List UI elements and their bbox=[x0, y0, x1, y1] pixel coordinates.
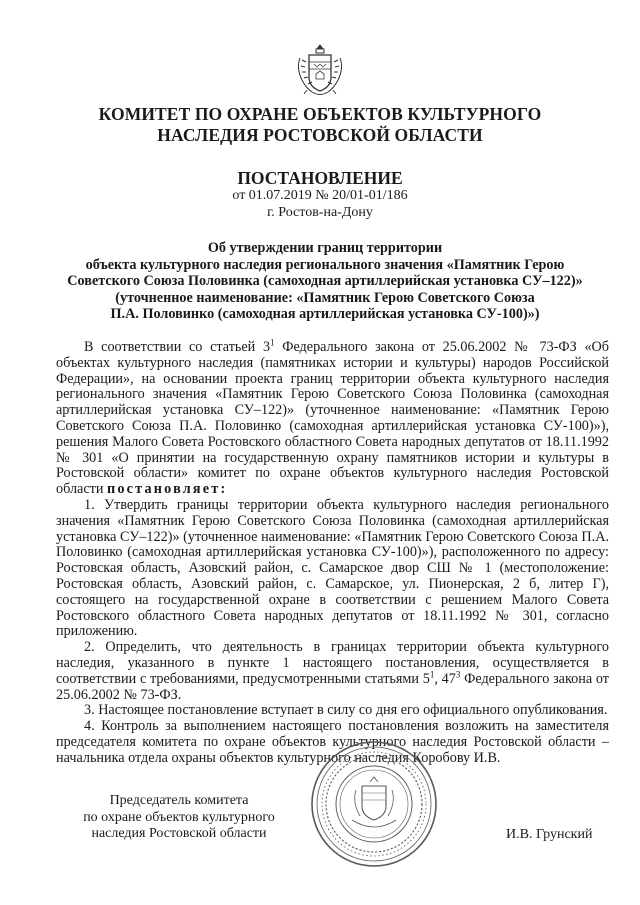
document-subject bbox=[40, 240, 610, 323]
item-2-superscript-2: 3 bbox=[455, 669, 461, 679]
coat-of-arms-icon bbox=[292, 42, 348, 100]
item-2-text-b: , 47 bbox=[434, 670, 456, 687]
item-2-superscript-1: 1 bbox=[429, 669, 435, 679]
signatory-position bbox=[74, 793, 284, 843]
document-body bbox=[56, 337, 610, 767]
decree-word: постановляет: bbox=[106, 481, 228, 498]
item-4-paragraph: 4. Контроль за выполнением настоящего постановления возложить на заместителя председателя комитета по охране объектов культурного наследия Ростовской области – начальника отдела охраны объектов культурного наследия Коробову И.В. bbox=[56, 718, 609, 766]
org-line-1: КОМИТЕТ ПО ОХРАНЕ ОБЪЕКТОВ КУЛЬТУРНОГО bbox=[98, 104, 542, 124]
item-1-paragraph: 1. Утвердить границы территории объекта культурного наследия регионального значения «Памятник Герою Советского Союза Половинка (самоходная артиллерийская установка СУ–122)» (уточненное наименование: «Памятник Герою Советского Союза П.А. Половинко (самоходная артиллерийская установка СУ-100)»), расположенного по адресу: Ростовская область, Азовский район, с. Самарское двор СШ № 1 (местоположение: Ростовская область, Азовский район, с. Самарское, ул. Пионерская, 2 б, литер Г), состоящего на государственной охране в соответствии с решением Малого Совета Ростовского областного Совета народных депутатов от 18.11.1992 № 301, согласно приложению. bbox=[56, 496, 609, 640]
document-type: ПОСТАНОВЛЕНИЕ bbox=[237, 168, 403, 188]
subject-line-5: П.А. Половинко (самоходная артиллерийская установка СУ-100)») bbox=[110, 306, 540, 323]
item-2-paragraph bbox=[56, 640, 609, 703]
preamble-text-a: В соответствии со статьей 3 bbox=[84, 339, 271, 355]
organization-name bbox=[0, 104, 640, 146]
org-line-2: НАСЛЕДИЯ РОСТОВСКОЙ ОБЛАСТИ bbox=[157, 125, 483, 145]
item-3-paragraph: 3. Настоящее постановление вступает в силу со дня его официального опубликования. bbox=[84, 702, 608, 719]
subject-line-2: объекта культурного наследия регионального значения «Памятник Герою bbox=[85, 256, 565, 273]
document-city: г. Ростов-на-Дону bbox=[267, 205, 373, 220]
position-line-2: по охране объектов культурного bbox=[83, 809, 275, 825]
preamble-superscript: 1 bbox=[270, 337, 275, 348]
item-2-text-c: Федерального закона от 25.06.2002 № 73-ФЗ. bbox=[56, 670, 610, 703]
document-date-number: от 01.07.2019 № 20/01-01/186 bbox=[232, 188, 408, 203]
position-line-3: наследия Ростовской области bbox=[91, 826, 267, 842]
item-2-text-a: 2. Определить, что деятельность в границах территории объекта культурного наследия, указанного в пункте 1 настоящего постановления, осуществляется в соответствии с требованиями, предусмотренными статьями 5 bbox=[56, 639, 609, 687]
official-seal-icon bbox=[308, 738, 440, 870]
subject-line-3: Советского Союза Половинка (самоходная артиллерийская установка СУ–122)» bbox=[67, 273, 583, 290]
preamble-paragraph bbox=[56, 337, 609, 498]
preamble-text-b: Федерального закона от 25.06.2002 № 73-ФЗ «Об объектах культурного наследия (памятниках истории и культуры) народов Российской Федерации», на основании проекта границ территории объекта культурного наследия регионального значения «Памятник Герою Советского Союза Половинка (самоходная артиллерийская установка СУ–122)» (уточненное наименование: «Памятник Герою Советского Союза П.А. Половинко (самоходная артиллерийская установка СУ-100)»), решения Малого Совета Ростовского областного Совета народных депутатов от 18.11.1992 № 301 «О принятии на государственную охрану памятников истории и культуры в Ростовской области» комитет по охране объектов культурного наследия Ростовской области bbox=[56, 339, 609, 498]
position-line-1: Председатель комитета bbox=[109, 793, 249, 808]
subject-line-4: (уточненное наименование: «Памятник Герою Советского Союза bbox=[115, 289, 535, 306]
subject-line-1: Об утверждении границ территории bbox=[207, 240, 443, 256]
document-meta bbox=[0, 187, 640, 221]
signatory-name: И.В. Грунский bbox=[506, 827, 593, 842]
